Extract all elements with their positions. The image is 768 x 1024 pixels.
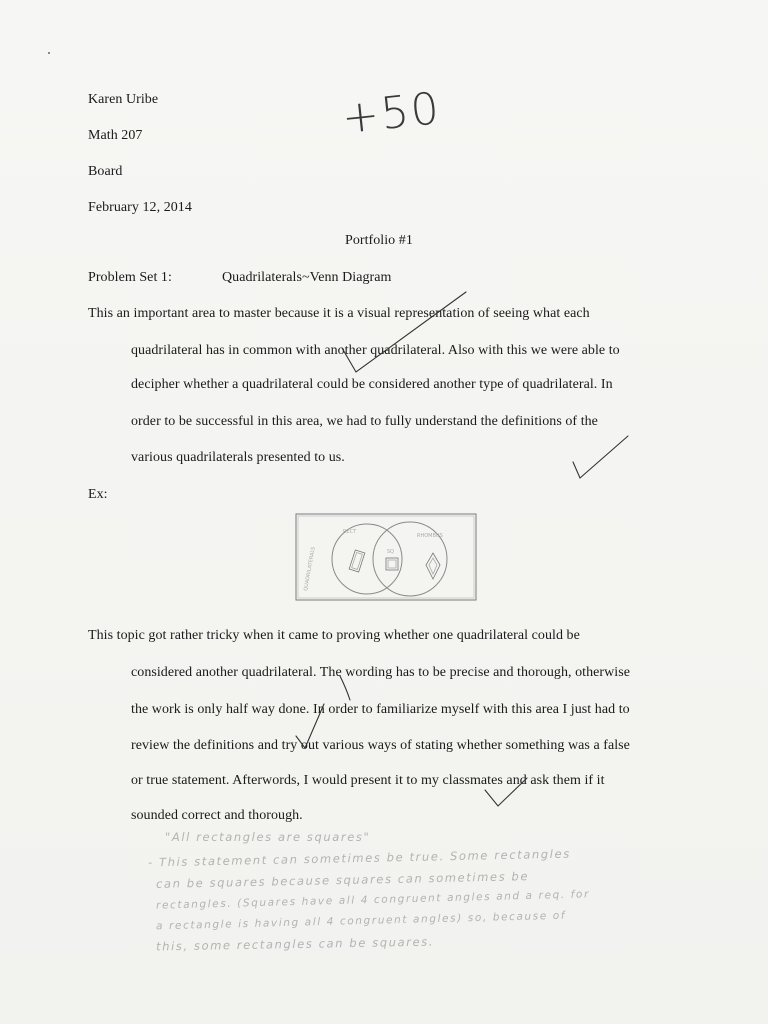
- document-title: Portfolio #1: [345, 233, 413, 248]
- svg-text:RHOMBUS: RHOMBUS: [417, 533, 443, 539]
- check-mark-icon: [573, 436, 628, 478]
- handwritten-note: - This statement can sometimes be true. Some rectangles: [147, 846, 571, 870]
- document-date: February 12, 2014: [88, 200, 192, 215]
- problem-set-label: Problem Set 1:: [88, 270, 172, 285]
- instructor-name: Board: [88, 164, 123, 179]
- paragraph2-line: or true statement. Afterwords, I would present it to my classmates and ask them if it: [131, 773, 605, 788]
- paragraph2-line: sounded correct and thorough.: [131, 808, 303, 823]
- handwritten-note: "All rectangles are squares": [165, 830, 371, 844]
- stray-mark: [48, 52, 50, 54]
- handwritten-note: a rectangle is having all 4 congruent angles) so, because of: [155, 909, 567, 933]
- paragraph1-line: This an important area to master because it is a visual representation of seeing what each: [88, 306, 590, 321]
- venn-diagram-image: [295, 513, 477, 601]
- paragraph2-line: considered another quadrilateral. The wording has to be precise and thorough, otherwise: [131, 665, 630, 680]
- course-name: Math 207: [88, 128, 143, 143]
- check-mark-icon: [342, 292, 466, 372]
- paragraph1-line: decipher whether a quadrilateral could be considered another type of quadrilateral. In: [131, 377, 613, 392]
- example-label: Ex:: [88, 487, 108, 502]
- svg-text:RECT: RECT: [343, 529, 357, 535]
- paragraph1-line: quadrilateral has in common with another quadrilateral. Also with this we were able to: [131, 343, 620, 358]
- svg-text:QUADRILATERALS: QUADRILATERALS: [303, 546, 317, 592]
- handwritten-note: rectangles. (Squares have all 4 congruent angles and a req. for: [155, 888, 591, 912]
- problem-set-topic: Quadrilaterals~Venn Diagram: [222, 270, 392, 285]
- paragraph2-line: the work is only half way done. In order to familiarize myself with this area I just had to: [131, 702, 630, 717]
- grade-mark: +50: [339, 82, 444, 145]
- handwritten-note: can be squares because squares can sometimes be: [155, 869, 530, 891]
- paragraph1-line: various quadrilaterals presented to us.: [131, 450, 345, 465]
- paragraph2-line: This topic got rather tricky when it came to proving whether one quadrilateral could be: [88, 628, 580, 643]
- handwritten-note: this, some rectangles can be squares.: [155, 934, 435, 954]
- author-name: Karen Uribe: [88, 92, 159, 107]
- paragraph1-line: order to be successful in this area, we had to fully understand the definitions of the: [131, 414, 598, 429]
- paragraph2-line: review the definitions and try out various ways of stating whether something was a false: [131, 738, 630, 753]
- svg-text:SQ: SQ: [387, 549, 395, 555]
